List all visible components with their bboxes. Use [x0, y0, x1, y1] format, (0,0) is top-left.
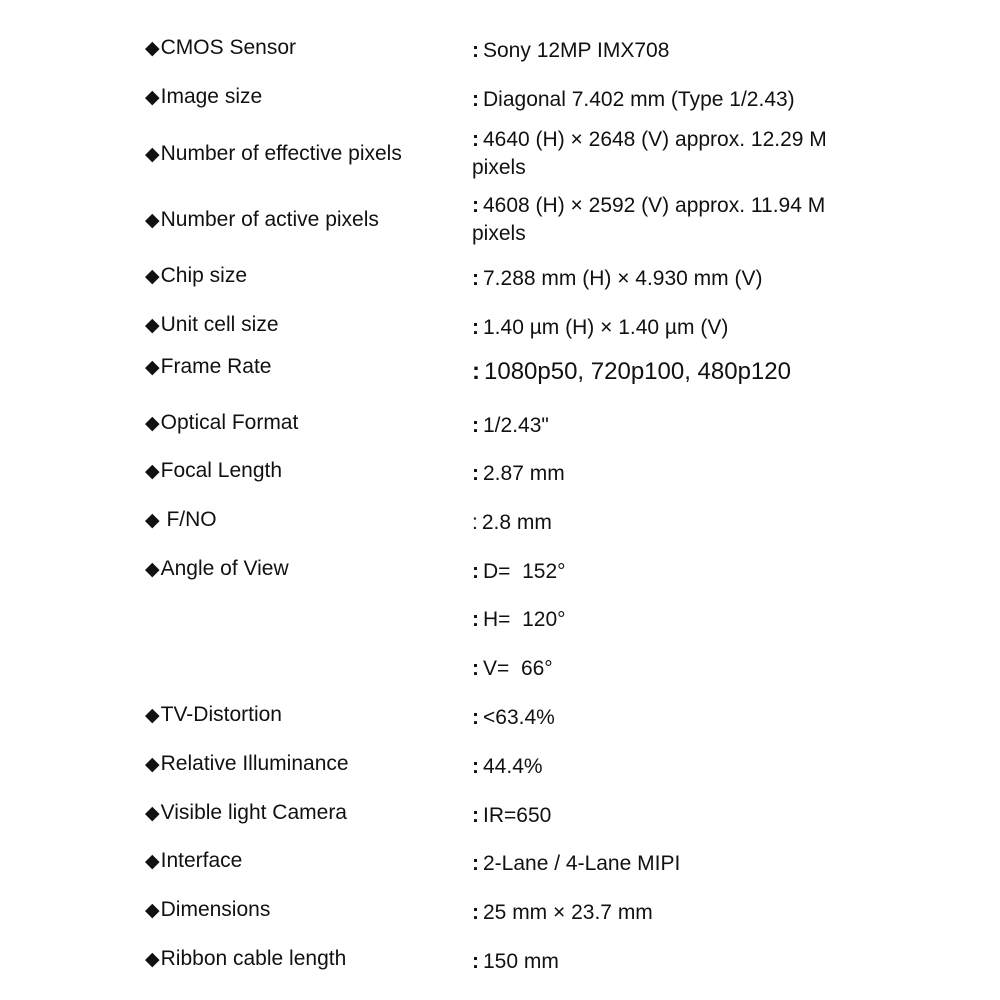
diamond-bullet-icon: ◆ — [145, 266, 160, 287]
spec-label: ◆Image size — [145, 85, 263, 108]
spec-label: ◆Relative Illuminance — [145, 752, 349, 775]
spec-label: ◆TV-Distortion — [145, 703, 282, 726]
spec-label: ◆Frame Rate — [145, 355, 272, 378]
spec-value: : IR=650 — [472, 804, 552, 827]
diamond-bullet-icon: ◆ — [145, 461, 160, 482]
spec-value: : Diagonal 7.402 mm (Type 1/2.43) — [472, 88, 795, 111]
spec-value: : 2-Lane / 4-Lane MIPI — [472, 852, 681, 875]
spec-value: : 25 mm × 23.7 mm — [472, 901, 653, 924]
spec-value: : 4640 (H) × 2648 (V) approx. 12.29 M pixels — [472, 128, 827, 179]
spec-value: : Sony 12MP IMX708 — [472, 39, 670, 62]
spec-value: : 44.4% — [472, 755, 543, 778]
spec-label: ◆ F/NO — [145, 508, 217, 531]
spec-label: ◆Ribbon cable length — [145, 947, 347, 970]
spec-label: ◆CMOS Sensor — [145, 36, 296, 59]
spec-value: : V= 66° — [472, 657, 553, 680]
diamond-bullet-icon: ◆ — [145, 851, 160, 872]
diamond-bullet-icon: ◆ — [145, 413, 160, 434]
diamond-bullet-icon: ◆ — [145, 900, 160, 921]
spec-label: ◆Interface — [145, 849, 243, 872]
spec-label: ◆Optical Format — [145, 411, 299, 434]
spec-value: : 150 mm — [472, 950, 559, 973]
diamond-bullet-icon: ◆ — [145, 705, 160, 726]
diamond-bullet-icon: ◆ — [145, 803, 160, 824]
spec-label: ◆Unit cell size — [145, 313, 279, 336]
spec-value: : 2.8 mm — [472, 511, 552, 534]
spec-label: ◆Focal Length — [145, 459, 283, 482]
diamond-bullet-icon: ◆ — [145, 510, 160, 531]
spec-label: ◆Chip size — [145, 264, 247, 287]
spec-value: : 1/2.43" — [472, 414, 549, 437]
spec-value: : 1.40 µm (H) × 1.40 µm (V) — [472, 316, 729, 339]
diamond-bullet-icon: ◆ — [145, 754, 160, 775]
spec-value: : 4608 (H) × 2592 (V) approx. 11.94 M pixels — [472, 194, 826, 245]
diamond-bullet-icon: ◆ — [145, 38, 160, 59]
diamond-bullet-icon: ◆ — [145, 315, 160, 336]
spec-value: : 1080p50, 720p100, 480p120 — [472, 358, 791, 385]
spec-label: ◆Number of effective pixels — [145, 142, 402, 165]
diamond-bullet-icon: ◆ — [145, 559, 160, 580]
spec-value: : 2.87 mm — [472, 462, 565, 485]
diamond-bullet-icon: ◆ — [145, 144, 160, 165]
diamond-bullet-icon: ◆ — [145, 87, 160, 108]
spec-value: : <63.4% — [472, 706, 555, 729]
spec-label: ◆Angle of View — [145, 557, 289, 580]
diamond-bullet-icon: ◆ — [145, 357, 160, 378]
spec-value: : 7.288 mm (H) × 4.930 mm (V) — [472, 267, 763, 290]
diamond-bullet-icon: ◆ — [145, 949, 160, 970]
diamond-bullet-icon: ◆ — [145, 210, 160, 231]
spec-value: : D= 152° — [472, 560, 566, 583]
spec-value: : H= 120° — [472, 608, 566, 631]
spec-label: ◆Number of active pixels — [145, 208, 379, 231]
spec-label: ◆Visible light Camera — [145, 801, 347, 824]
spec-label: ◆Dimensions — [145, 898, 271, 921]
